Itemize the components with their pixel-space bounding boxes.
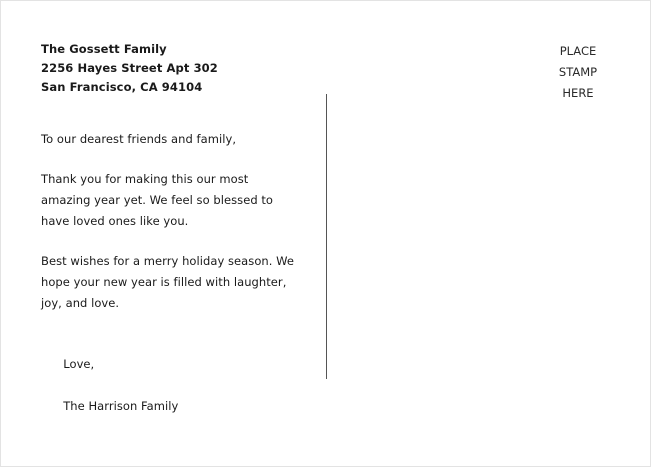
recipient-name: The Gossett Family bbox=[41, 42, 167, 56]
message-paragraph-2: Best wishes for a merry holiday season. We hope your new year is filled with laughter, joy, and love. bbox=[41, 254, 298, 310]
vertical-divider-line bbox=[326, 94, 327, 379]
recipient-city-state-zip: San Francisco, CA 94104 bbox=[41, 80, 203, 94]
stamp-line-place: PLACE bbox=[559, 44, 597, 58]
recipient-street: 2256 Hayes Street Apt 302 bbox=[41, 61, 218, 75]
message-greeting: To our dearest friends and family, bbox=[41, 132, 237, 146]
message-body bbox=[41, 129, 301, 438]
stamp-placeholder bbox=[540, 41, 616, 104]
stamp-line-here: HERE bbox=[562, 86, 594, 100]
message-signoff bbox=[41, 333, 301, 438]
stamp-line-stamp: STAMP bbox=[558, 65, 598, 79]
recipient-address-block bbox=[41, 40, 218, 97]
message-closing: Love, bbox=[63, 357, 95, 371]
message-paragraph-1: Thank you for making this our most amazing year yet. We feel so blessed to have loved ones like you. bbox=[41, 172, 277, 228]
message-signature: The Harrison Family bbox=[63, 399, 179, 413]
